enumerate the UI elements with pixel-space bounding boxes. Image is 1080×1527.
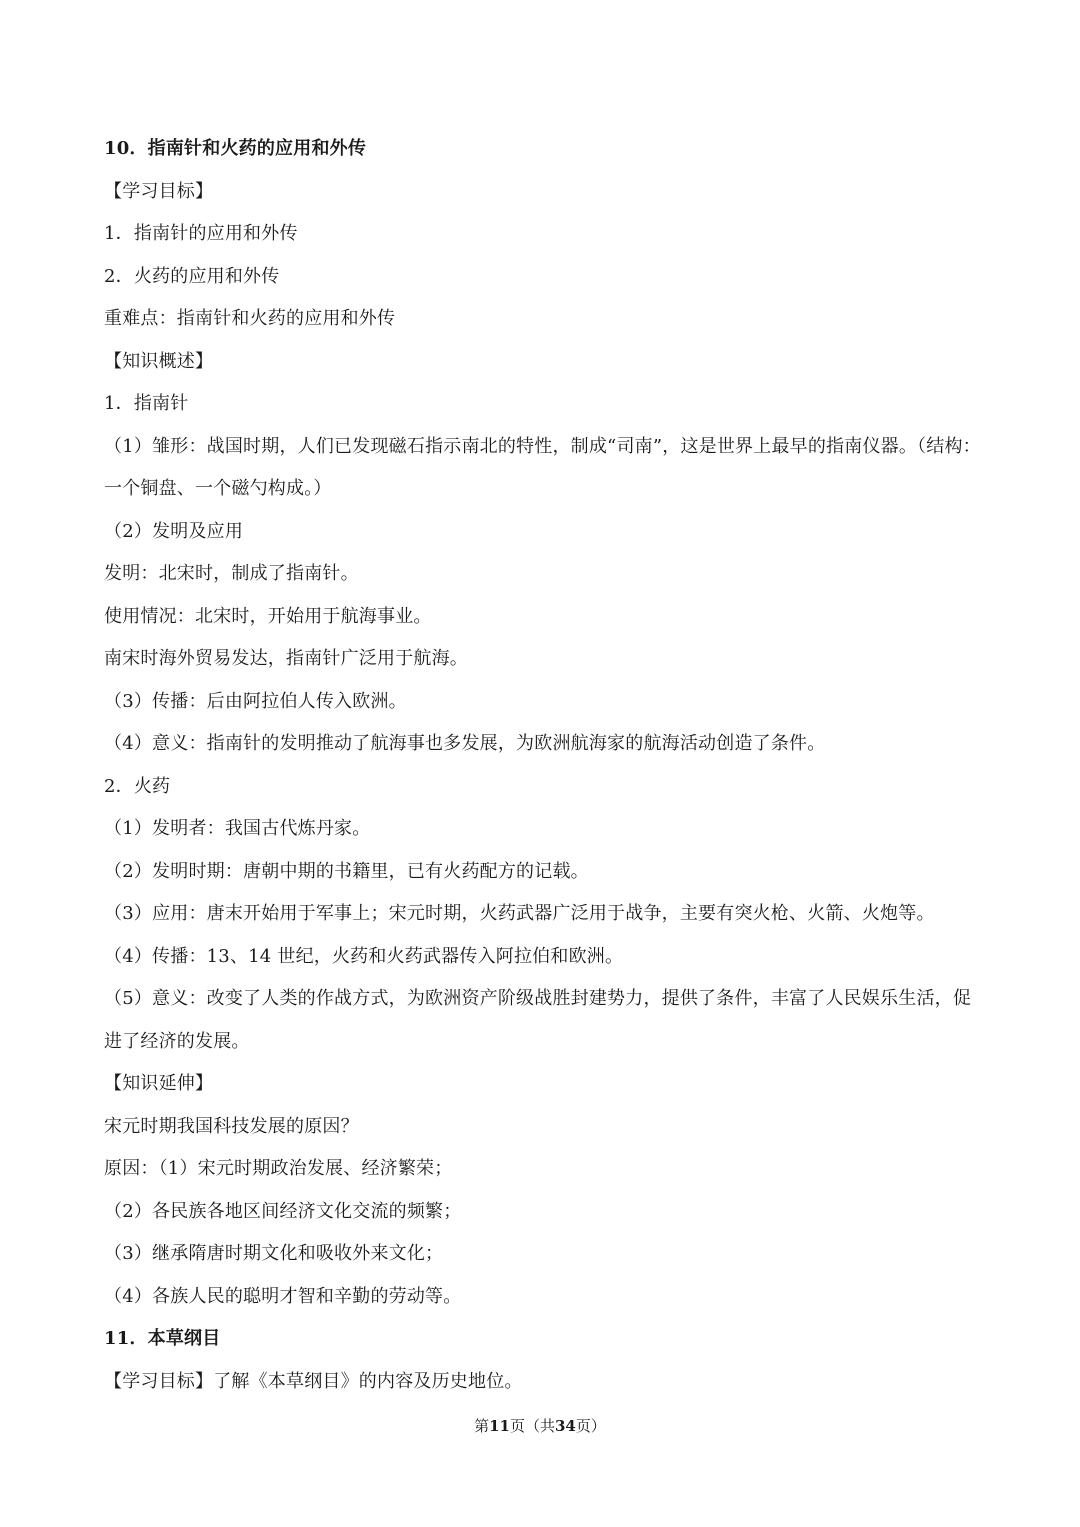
footer-prefix: 第: [474, 1417, 490, 1435]
gunpowder-item-3: （3）应用：唐末开始用于军事上；宋元时期，火药武器广泛用于战争，主要有突火枪、火箭、火炮等。: [104, 903, 935, 924]
learning-goals-header: 【学习目标】: [104, 180, 214, 202]
compass-title: 1．指南针: [104, 393, 189, 414]
section-11-number: 11．: [104, 1328, 148, 1349]
compass-southern-song: 南宋时海外贸易发达，指南针广泛用于航海。: [104, 648, 468, 669]
reason-3: （3）继承隋唐时期文化和吸收外来文化；: [104, 1243, 444, 1264]
reason-4: （4）各族人民的聪明才智和辛勤的劳动等。: [104, 1285, 462, 1307]
reason-2: （2）各民族各地区间经济文化交流的频繁；: [104, 1200, 462, 1222]
gunpowder-item-5: （5）意义：改变了人类的作战方式，为欧洲资产阶级战胜封建势力，提供了条件，丰富了人民娱乐生活，促进了经济的发展。: [104, 988, 972, 1052]
gunpowder-item-1: （1）发明者：我国古代炼丹家。: [104, 818, 371, 839]
compass-invention: 发明：北宋时，制成了指南针。: [104, 563, 359, 584]
gunpowder-title: 2．火药: [104, 775, 171, 797]
gunpowder-item-4: （4）传播：13、14 世纪，火药和火药武器传入阿拉伯和欧洲。: [104, 945, 624, 967]
section-11-learning-goals: 【学习目标】了解《本草纲目》的内容及历史地位。: [104, 1370, 523, 1392]
compass-item-2: （2）发明及应用: [104, 520, 244, 542]
extension-question: 宋元时期我国科技发展的原因？: [104, 1115, 359, 1137]
footer-middle: 页（共: [509, 1417, 555, 1435]
footer-total-pages: 34: [555, 1417, 576, 1435]
gunpowder-item-2: （2）发明时期：唐朝中期的书籍里，已有火药配方的记载。: [104, 860, 589, 882]
section-10-number: 10．: [104, 138, 148, 159]
compass-item-4: （4）意义：指南针的发明推动了航海事也多发展，为欧洲航海家的航海活动创造了条件。: [104, 733, 826, 754]
section-10-title-text: 指南针和火药的应用和外传: [147, 138, 367, 159]
reason-1: 原因：（1）宋元时期政治发展、经济繁荣；: [104, 1158, 453, 1179]
footer-suffix: 页）: [575, 1417, 606, 1435]
footer-page-number: 11: [489, 1417, 510, 1435]
key-points: 重难点：指南针和火药的应用和外传: [104, 308, 396, 329]
section-10-title: [104, 128, 984, 171]
section-11-title: [104, 1318, 984, 1361]
knowledge-overview-header: 【知识概述】: [104, 350, 214, 372]
page-footer: [0, 1414, 1080, 1438]
learning-goal-2: 2．火药的应用和外传: [104, 265, 280, 287]
knowledge-extension-header: 【知识延伸】: [104, 1073, 214, 1094]
compass-item-1: （1）雏形：战国时期，人们已发现磁石指示南北的特性，制成“司南”，这是世界上最早的指南仪器。（结构：一个铜盘、一个磁勺构成。）: [104, 435, 981, 499]
compass-usage: 使用情况：北宋时，开始用于航海事业。: [104, 605, 432, 627]
learning-goal-1: 1．指南针的应用和外传: [104, 223, 298, 244]
compass-item-3: （3）传播：后由阿拉伯人传入欧洲。: [104, 690, 407, 712]
document-page: [104, 128, 984, 1403]
section-11-title-text: 本草纲目: [147, 1328, 221, 1349]
